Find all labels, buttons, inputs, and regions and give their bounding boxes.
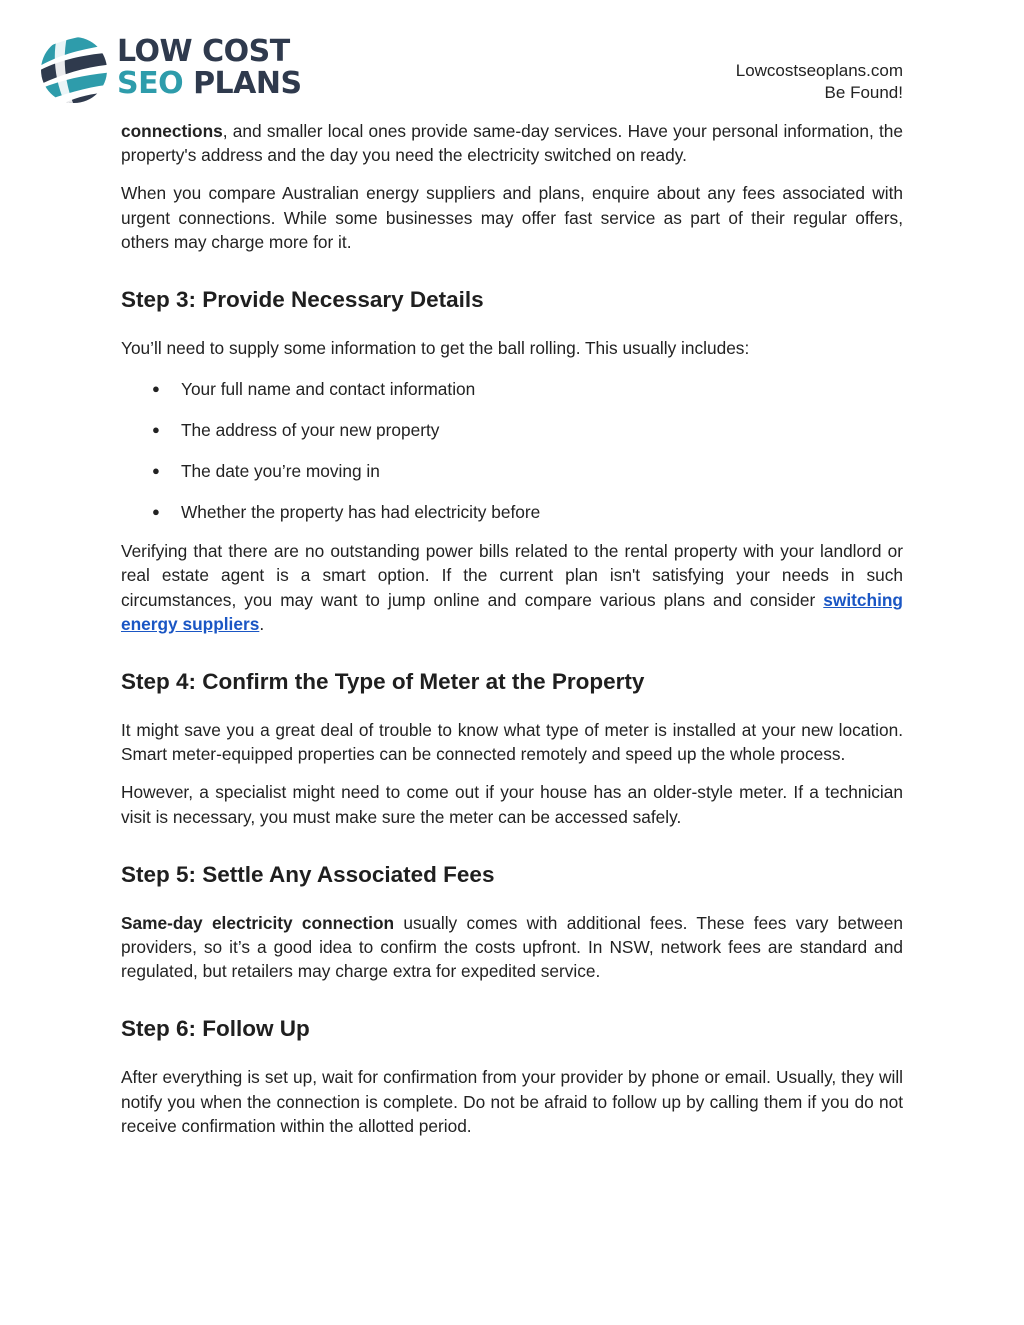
logo-seo: SEO	[117, 66, 184, 101]
bullet-icon: ●	[152, 463, 160, 479]
logo	[38, 34, 302, 108]
switching-suppliers-link[interactable]: switching energy suppliers	[121, 589, 903, 634]
document-body	[121, 119, 903, 1155]
step3-paragraph-text: Verifying that there are no outstanding power bills related to the rental property with your landlord or real estate agent is a smart option. If the current plan isn't satisfying your needs in such circumstances, you may want to jump online and compare various plans and consider	[121, 541, 903, 610]
list-item	[121, 377, 903, 401]
intro-paragraph-2: When you compare Australian energy suppliers and plans, enquire about any fees associated with urgent connections. While some businesses may offer fast service as part of their regular offers, others may charge more for it.	[121, 183, 903, 252]
step4-paragraph-2: However, a specialist might need to come out if your house has an older-style meter. If a technician visit is necessary, you must make sure the meter can be accessed safely.	[121, 782, 903, 827]
step4-paragraph-1: It might save you a great deal of trouble to know what type of meter is installed at your new location. Smart meter-equipped properties can be connected remotely and speed up the whole process.	[121, 720, 903, 765]
list-item-text: The date you’re moving in	[181, 461, 380, 482]
list-item-text: The address of your new property	[181, 420, 440, 441]
globe-logo-icon	[38, 34, 110, 106]
step6-paragraph: After everything is set up, wait for confirmation from your provider by phone or email. Usually, they will notify you when the connection is complete. Do not be afraid to follow up by calling them if you do not receive confirmation within the allotted period.	[121, 1067, 903, 1136]
step3-paragraph-end: .	[259, 613, 265, 634]
page-header	[0, 0, 1024, 115]
step5-paragraph-text: usually comes with additional fees. These fees vary between providers, so it’s a good idea to confirm the costs upfront. In NSW, network fees are standard and regulated, but retailers may charge extra for expedited service.	[121, 912, 903, 982]
bullet-icon: ●	[152, 422, 160, 438]
intro-paragraph-1	[121, 119, 903, 167]
site-url: Lowcostseoplans.com	[735, 61, 903, 80]
bullet-icon: ●	[152, 504, 160, 520]
step5-paragraph	[121, 911, 903, 984]
logo-line-1: LOW COST	[117, 34, 290, 69]
bullet-icon: ●	[152, 381, 160, 397]
step3-intro: You’ll need to supply some information to get the ball rolling. This usually includes:	[121, 338, 750, 359]
intro-paragraph-1-text: , and smaller local ones provide same-day services. Have your personal information, the property's address and the day you need the electricity switched on ready.	[121, 121, 903, 166]
step5-bold-term: Same-day electricity connection	[121, 912, 395, 933]
list-item-text: Whether the property has had electricity before	[181, 502, 541, 523]
tagline: Be Found!	[824, 83, 903, 102]
list-item	[121, 459, 903, 483]
step3-paragraph	[121, 539, 903, 636]
step6-heading: Step 6: Follow Up	[121, 1016, 310, 1042]
logo-plans: PLANS	[193, 66, 302, 101]
logo-wordmark	[117, 36, 302, 100]
step5-heading: Step 5: Settle Any Associated Fees	[121, 861, 495, 887]
step4-heading: Step 4: Confirm the Type of Meter at the Property	[121, 669, 645, 695]
list-item	[121, 418, 903, 442]
list-item-text: Your full name and contact information	[181, 379, 476, 400]
step3-heading: Step 3: Provide Necessary Details	[121, 287, 484, 313]
list-item	[121, 500, 903, 524]
step3-list	[121, 377, 903, 524]
intro-bold-term: connections	[121, 121, 223, 141]
site-info	[736, 60, 903, 104]
